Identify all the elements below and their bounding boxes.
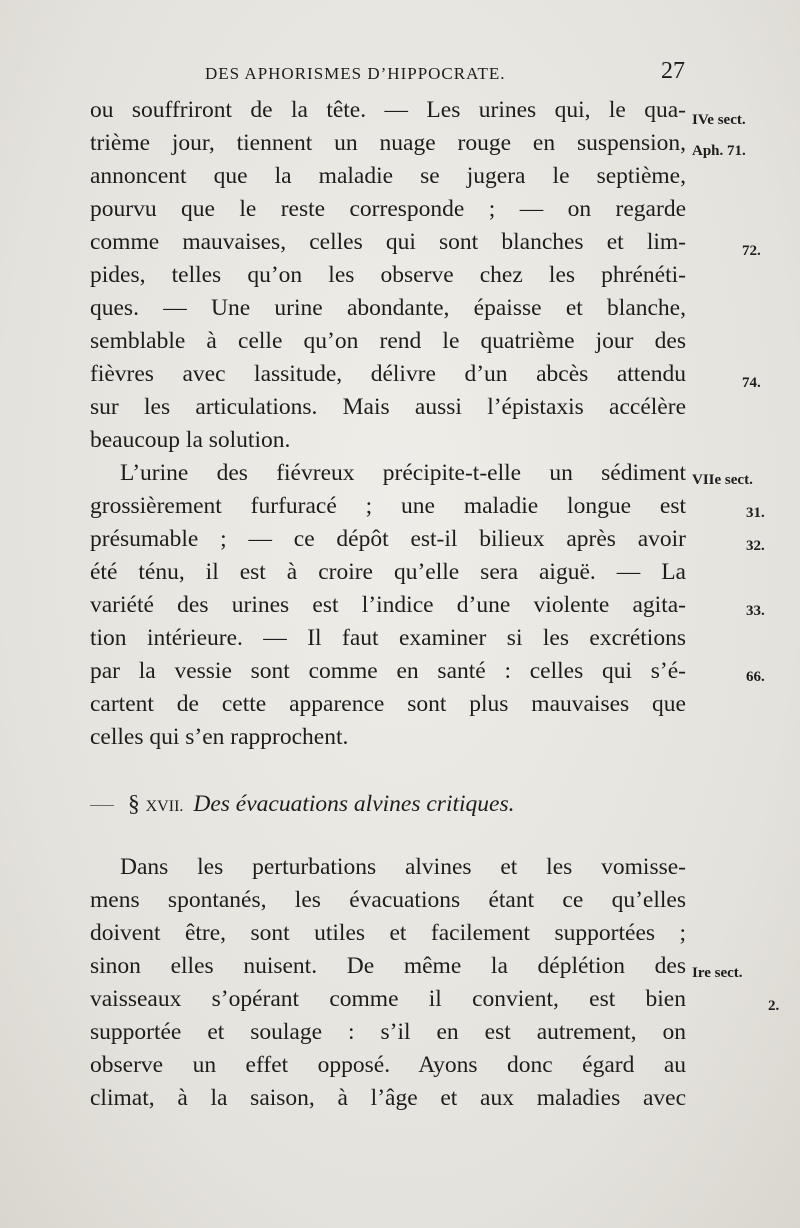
text-line: présumable ; — ce dépôt est-il bilieux après avoir	[90, 526, 686, 552]
text-line: annoncent que la maladie se jugera le septième,	[90, 163, 686, 189]
section-number: XVII.	[145, 798, 184, 815]
heading-dash	[90, 805, 114, 806]
margin-note: 32.	[746, 538, 765, 554]
text-line: ques. — Une urine abondante, épaisse et blanche,	[90, 295, 686, 321]
text-line: sur les articulations. Mais aussi l’épistaxis accélère	[90, 394, 686, 420]
margin-note: VIIe sect.	[692, 472, 753, 488]
text-line: climat, à la saison, à l’âge et aux maladies avec	[90, 1085, 686, 1111]
text-line: été ténu, il est à croire qu’elle sera aiguë. — La	[90, 559, 686, 585]
text-line: pourvu que le reste corresponde ; — on regarde	[90, 196, 686, 222]
text-line: supportée et soulage : s’il en est autrement, on	[90, 1019, 686, 1045]
text-line: tion intérieure. — Il faut examiner si les excrétions	[90, 625, 686, 651]
text-line: ou souffriront de la tête. — Les urines qui, le qua-	[90, 97, 686, 123]
margin-note: 74.	[742, 375, 761, 391]
text-line: L’urine des fiévreux précipite-t-elle un sédiment	[120, 460, 686, 486]
text-line: vaisseaux s’opérant comme il convient, est bien	[90, 986, 686, 1012]
text-line: Dans les perturbations alvines et les vomisse-	[120, 854, 686, 880]
margin-note: IVe sect.	[692, 112, 746, 128]
margin-note: Aph. 71.	[692, 143, 746, 159]
text-line: doivent être, sont utiles et facilement supportées ;	[90, 920, 686, 946]
running-title: DES APHORISMES D’HIPPOCRATE.	[205, 64, 506, 83]
margin-note: 72.	[742, 243, 761, 259]
text-line: variété des urines est l’indice d’une violente agita-	[90, 592, 686, 618]
paragraph-block-2	[90, 457, 686, 754]
margin-note: 66.	[746, 669, 765, 685]
text-line: cartent de cette apparence sont plus mauvaises que	[90, 691, 686, 717]
margin-note: 2.	[768, 998, 780, 1014]
running-header	[205, 58, 685, 88]
text-line: beaucoup la solution.	[90, 427, 291, 453]
paragraph-block-1	[90, 94, 686, 457]
text-line: fièvres avec lassitude, délivre d’un abcès attendu	[90, 361, 686, 387]
paragraph-block-3	[90, 851, 686, 1115]
margin-note: 31.	[746, 505, 765, 521]
text-line: trième jour, tiennent un nuage rouge en suspension,	[90, 130, 686, 156]
margin-note: 33.	[746, 603, 765, 619]
text-line: observe un effet opposé. Ayons donc égard au	[90, 1052, 686, 1078]
text-line: celles qui s’en rapprochent.	[90, 724, 349, 750]
section-symbol: §	[128, 791, 140, 817]
margin-notes	[692, 0, 792, 1228]
margin-note: Ire sect.	[692, 965, 743, 981]
text-line: par la vessie sont comme en santé : celles qui s’é-	[90, 658, 686, 684]
section-title: Des évacuations alvines critiques.	[193, 791, 515, 817]
text-line: grossièrement furfuracé ; une maladie longue est	[90, 493, 686, 519]
text-line: pides, telles qu’on les observe chez les phrénéti-	[90, 262, 686, 288]
text-line: comme mauvaises, celles qui sont blanches et lim-	[90, 229, 686, 255]
section-heading	[90, 786, 686, 822]
page-number: 27	[661, 58, 685, 84]
text-line: sinon elles nuisent. De même la déplétion des	[90, 953, 686, 979]
text-line: mens spontanés, les évacuations étant ce qu’elles	[90, 887, 686, 913]
text-line: semblable à celle qu’on rend le quatrième jour des	[90, 328, 686, 354]
